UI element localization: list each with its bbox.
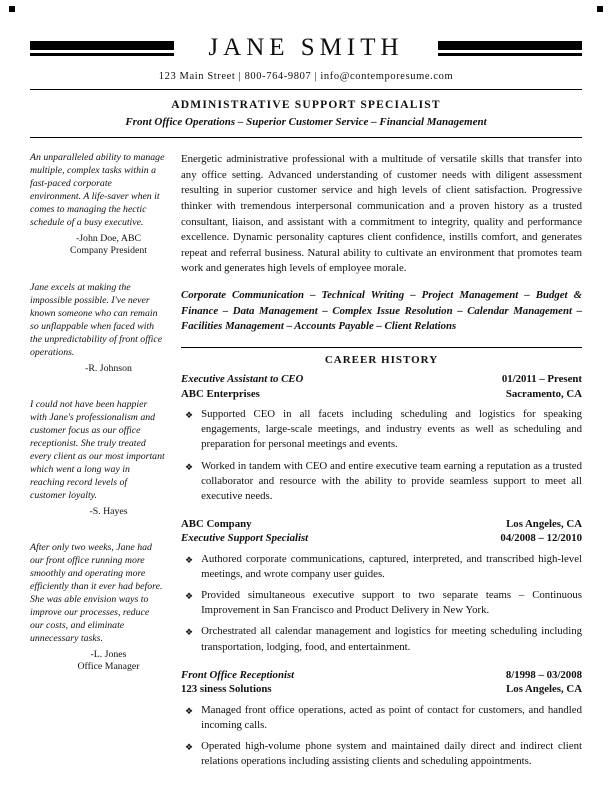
- job-header-line: [181, 372, 582, 387]
- bullet-item: [185, 588, 582, 618]
- testimonial-quote: I could not have been happier with Jane's professionalism and customer focus as our office receptionist. She truly treated every client as our most important which went a long way in reaching record levels of customer loyalty.: [30, 399, 165, 501]
- resume-subtitle: Front Office Operations – Superior Customer Service – Financial Management: [125, 116, 487, 128]
- bullet-text: Authored corporate communications, captured, interpreted, and transcribed high-level meetings, and wrote company user guides.: [201, 552, 582, 581]
- crop-mark-top-left: [9, 6, 15, 12]
- bullet-item: [185, 739, 582, 769]
- diamond-bullet-icon: [185, 588, 193, 618]
- main-content: [181, 152, 582, 782]
- bullet-item: [185, 407, 582, 452]
- job-header-line: [181, 531, 582, 546]
- bullet-item: [185, 624, 582, 654]
- attribution-line: Office Manager: [77, 661, 140, 673]
- attribution-line: -S. Hayes: [89, 505, 128, 517]
- testimonial-attribution: [30, 649, 165, 674]
- testimonial-quote: Jane excels at making the impossible possible. I've never known someone who can remain so unflappable when faced with the unpredictability of front office operations.: [30, 282, 163, 358]
- testimonial: [30, 282, 165, 375]
- job-company: ABC Enterprises: [181, 387, 260, 400]
- job-company: 123 siness Solutions: [181, 683, 272, 696]
- attribution-line: Company President: [69, 245, 147, 257]
- testimonial-attribution: [30, 233, 165, 258]
- job-location: Los Angeles, CA: [506, 517, 582, 530]
- bar-thin: [30, 53, 174, 56]
- job-header-line: [181, 517, 582, 532]
- header-rule-top: [30, 89, 582, 90]
- testimonial-attribution: [30, 363, 165, 376]
- bullet-text: Orchestrated all calendar management and logistics for meeting scheduling including transportation, lodging, food, and entertainment.: [201, 625, 582, 653]
- job-header-line: [181, 682, 582, 697]
- bullet-text: Supported CEO in all facets including scheduling and logistics for speaking engagements, large-scale meetings, and industry events as well as scheduling and preparation for personal meetings and events.: [201, 408, 582, 451]
- job-dates: 04/2008 – 12/2010: [500, 532, 582, 545]
- testimonial: [30, 399, 165, 518]
- resume-header: [0, 0, 612, 138]
- testimonial: [30, 152, 165, 258]
- body-columns: [0, 138, 612, 782]
- job-title: Executive Assistant to CEO: [181, 373, 304, 386]
- candidate-name: JANE SMITH: [208, 34, 404, 61]
- bullet-text: Worked in tandem with CEO and entire executive team earning a reputation as a trusted collaborator and resource with the ability to provide seamless support to meet all executive needs.: [201, 459, 582, 502]
- diamond-bullet-icon: [185, 739, 193, 769]
- summary-paragraph: Energetic administrative professional with a multitude of versatile skills that transfer into any office setting. Advanced understanding of customer needs with diligent assessment resulting in superior customer service and high levels of client satisfaction. Progressive thinker with tremendous interpersonal communication and a proven history as a trusted consultant, liaison, and assistant with a commitment to integrity, quality and performance excellence. Dynamic personality captures client confidence, instills comfort, and generates repeat and referral business. Natural ability to cultivate an environment that promotes team work and generates high levels of employee morale.: [181, 153, 582, 275]
- diamond-bullet-icon: [185, 407, 193, 452]
- job-header-line: [181, 668, 582, 683]
- job-dates: 8/1998 – 03/2008: [505, 668, 582, 681]
- job-company: ABC Company: [181, 517, 252, 530]
- diamond-bullet-icon: [185, 459, 193, 504]
- job-entry: [181, 668, 582, 770]
- testimonial-quote: After only two weeks, Jane had our front office running more smoothly and operating more efficiently than it ever had before. She was able envision ways to improve our processes, reduce our costs, and eliminate unnecessary tasks.: [30, 542, 163, 644]
- testimonial-sidebar: [30, 152, 165, 782]
- attribution-line: -John Doe, ABC: [75, 232, 142, 244]
- job-entry: [181, 517, 582, 655]
- bar-thin: [438, 53, 582, 56]
- attribution-line: -R. Johnson: [85, 362, 132, 374]
- job-entry: [181, 372, 582, 504]
- job-dates: 01/2011 – Present: [501, 373, 582, 386]
- diamond-bullet-icon: [185, 624, 193, 654]
- attribution-line: -L. Jones: [90, 648, 127, 660]
- keywords-paragraph: Corporate Communication – Technical Writing – Project Management – Budget & Finance – Data Management – Complex Issue Resolution – Calendar Management – Facilities Management – Accounts Payable – Client Relations: [181, 289, 582, 333]
- bullet-text: Managed front office operations, acted as point of contact for customers, and handled incoming calls.: [201, 703, 582, 731]
- bar-thick: [30, 41, 174, 50]
- bullet-item: [185, 459, 582, 504]
- name-row: [0, 34, 612, 62]
- job-header-line: [181, 387, 582, 402]
- bullet-text: Operated high-volume phone system and maintained daily direct and indirect client relations operations including assisting clients and scheduling appointments.: [201, 739, 582, 768]
- testimonial-quote: An unparalleled ability to manage multiple, complex tasks within a fast-paced corporate environment. A life-saver when it comes to managing the hectic schedule of a busy executive.: [30, 152, 165, 228]
- job-title: Executive Support Specialist: [181, 532, 309, 545]
- crop-mark-top-right: [597, 6, 603, 12]
- bullet-text: Provided simultaneous executive support to two separate teams – Continuous Improvement in San Francisco and Product Delivery in New York.: [201, 589, 582, 617]
- diamond-bullet-icon: [185, 552, 193, 582]
- bullet-item: [185, 552, 582, 582]
- job-location: Los Angeles, CA: [506, 683, 582, 696]
- diamond-bullet-icon: [185, 703, 193, 733]
- career-history-heading: CAREER HISTORY: [324, 354, 439, 367]
- job-title: Front Office Receptionist: [181, 668, 295, 681]
- resume-title: ADMINISTRATIVE SUPPORT SPECIALIST: [171, 99, 441, 111]
- job-location: Sacramento, CA: [505, 387, 582, 400]
- contact-line: 123 Main Street | 800-764-9807 | info@contemporesume.com: [158, 71, 454, 82]
- testimonial: [30, 542, 165, 674]
- testimonial-attribution: [30, 506, 165, 519]
- bullet-item: [185, 703, 582, 733]
- decorative-bar-left: [30, 41, 174, 56]
- decorative-bar-right: [438, 41, 582, 56]
- bar-thick: [438, 41, 582, 50]
- career-history-section: [181, 347, 582, 769]
